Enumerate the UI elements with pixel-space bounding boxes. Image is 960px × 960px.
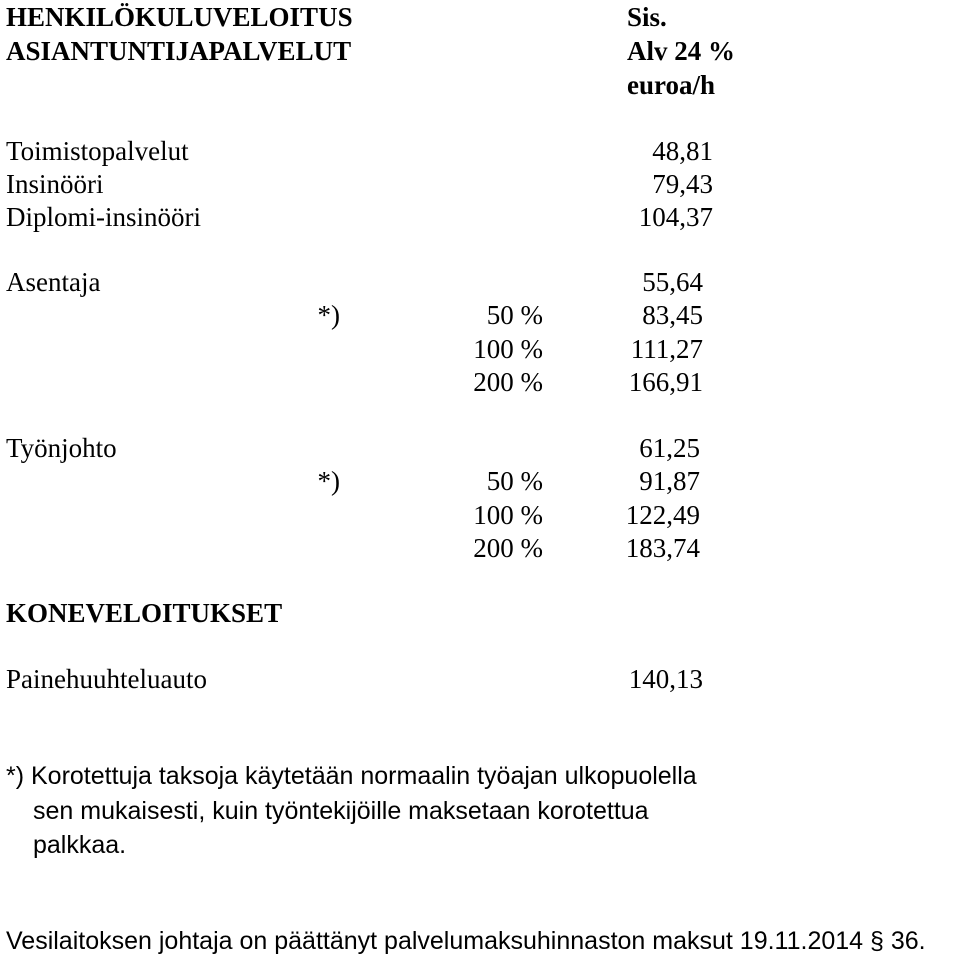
tyonjohto-star: *)	[317, 466, 340, 496]
note-line-1: *) Korotettuja taksoja käytetään normaalin työajan ulkopuolella	[6, 762, 697, 790]
machine-label: Painehuuhteluauto	[6, 664, 207, 694]
tyonjohto-label: Työnjohto	[6, 433, 117, 463]
tyonjohto-value: 61,25	[639, 433, 700, 463]
title-line-2: ASIANTUNTIJAPALVELUT	[6, 36, 352, 66]
section-sign: §	[870, 927, 884, 955]
tyonjohto-pct: 100 %	[473, 500, 543, 530]
rate-value: 79,43	[652, 169, 713, 199]
asentaja-pct: 50 %	[486, 300, 543, 330]
title-line-1: HENKILÖKULUVELOITUS	[6, 2, 353, 32]
asentaja-star: *)	[317, 300, 340, 330]
rate-label: Diplomi-insinööri	[6, 202, 201, 232]
note-line-3: palkkaa.	[33, 831, 127, 859]
header-unit: euroa/h	[627, 70, 716, 100]
tyonjohto-pct: 200 %	[473, 533, 543, 563]
asentaja-label: Asentaja	[6, 267, 101, 297]
asentaja-pct: 200 %	[473, 367, 543, 397]
asentaja-pct: 100 %	[473, 334, 543, 364]
section-number: 36.	[890, 927, 926, 955]
rate-label: Toimistopalvelut	[6, 136, 189, 166]
asentaja-pct-value: 111,27	[630, 334, 703, 364]
asentaja-pct-value: 83,45	[642, 300, 703, 330]
note-line-2: sen mukaisesti, kuin työntekijöille maksetaan korotettua	[33, 797, 649, 825]
asentaja-pct-value: 166,91	[628, 367, 703, 397]
rate-value: 48,81	[652, 136, 713, 166]
machines-heading: KONEVELOITUKSET	[6, 598, 283, 628]
rate-value: 104,37	[638, 202, 713, 232]
tyonjohto-pct-value: 183,74	[625, 533, 700, 563]
footer-text: Vesilaitoksen johtaja on päättänyt palvelumaksuhinnaston maksut 19.11.2014	[6, 927, 864, 955]
machine-value: 140,13	[628, 664, 703, 694]
header-alv: Alv 24 %	[627, 36, 735, 66]
header-sis: Sis.	[627, 2, 667, 32]
footer-line	[6, 929, 956, 954]
rate-label: Insinööri	[6, 169, 104, 199]
tyonjohto-pct: 50 %	[486, 466, 543, 496]
tyonjohto-pct-value: 91,87	[639, 466, 700, 496]
tyonjohto-pct-value: 122,49	[625, 500, 700, 530]
asentaja-value: 55,64	[642, 267, 703, 297]
